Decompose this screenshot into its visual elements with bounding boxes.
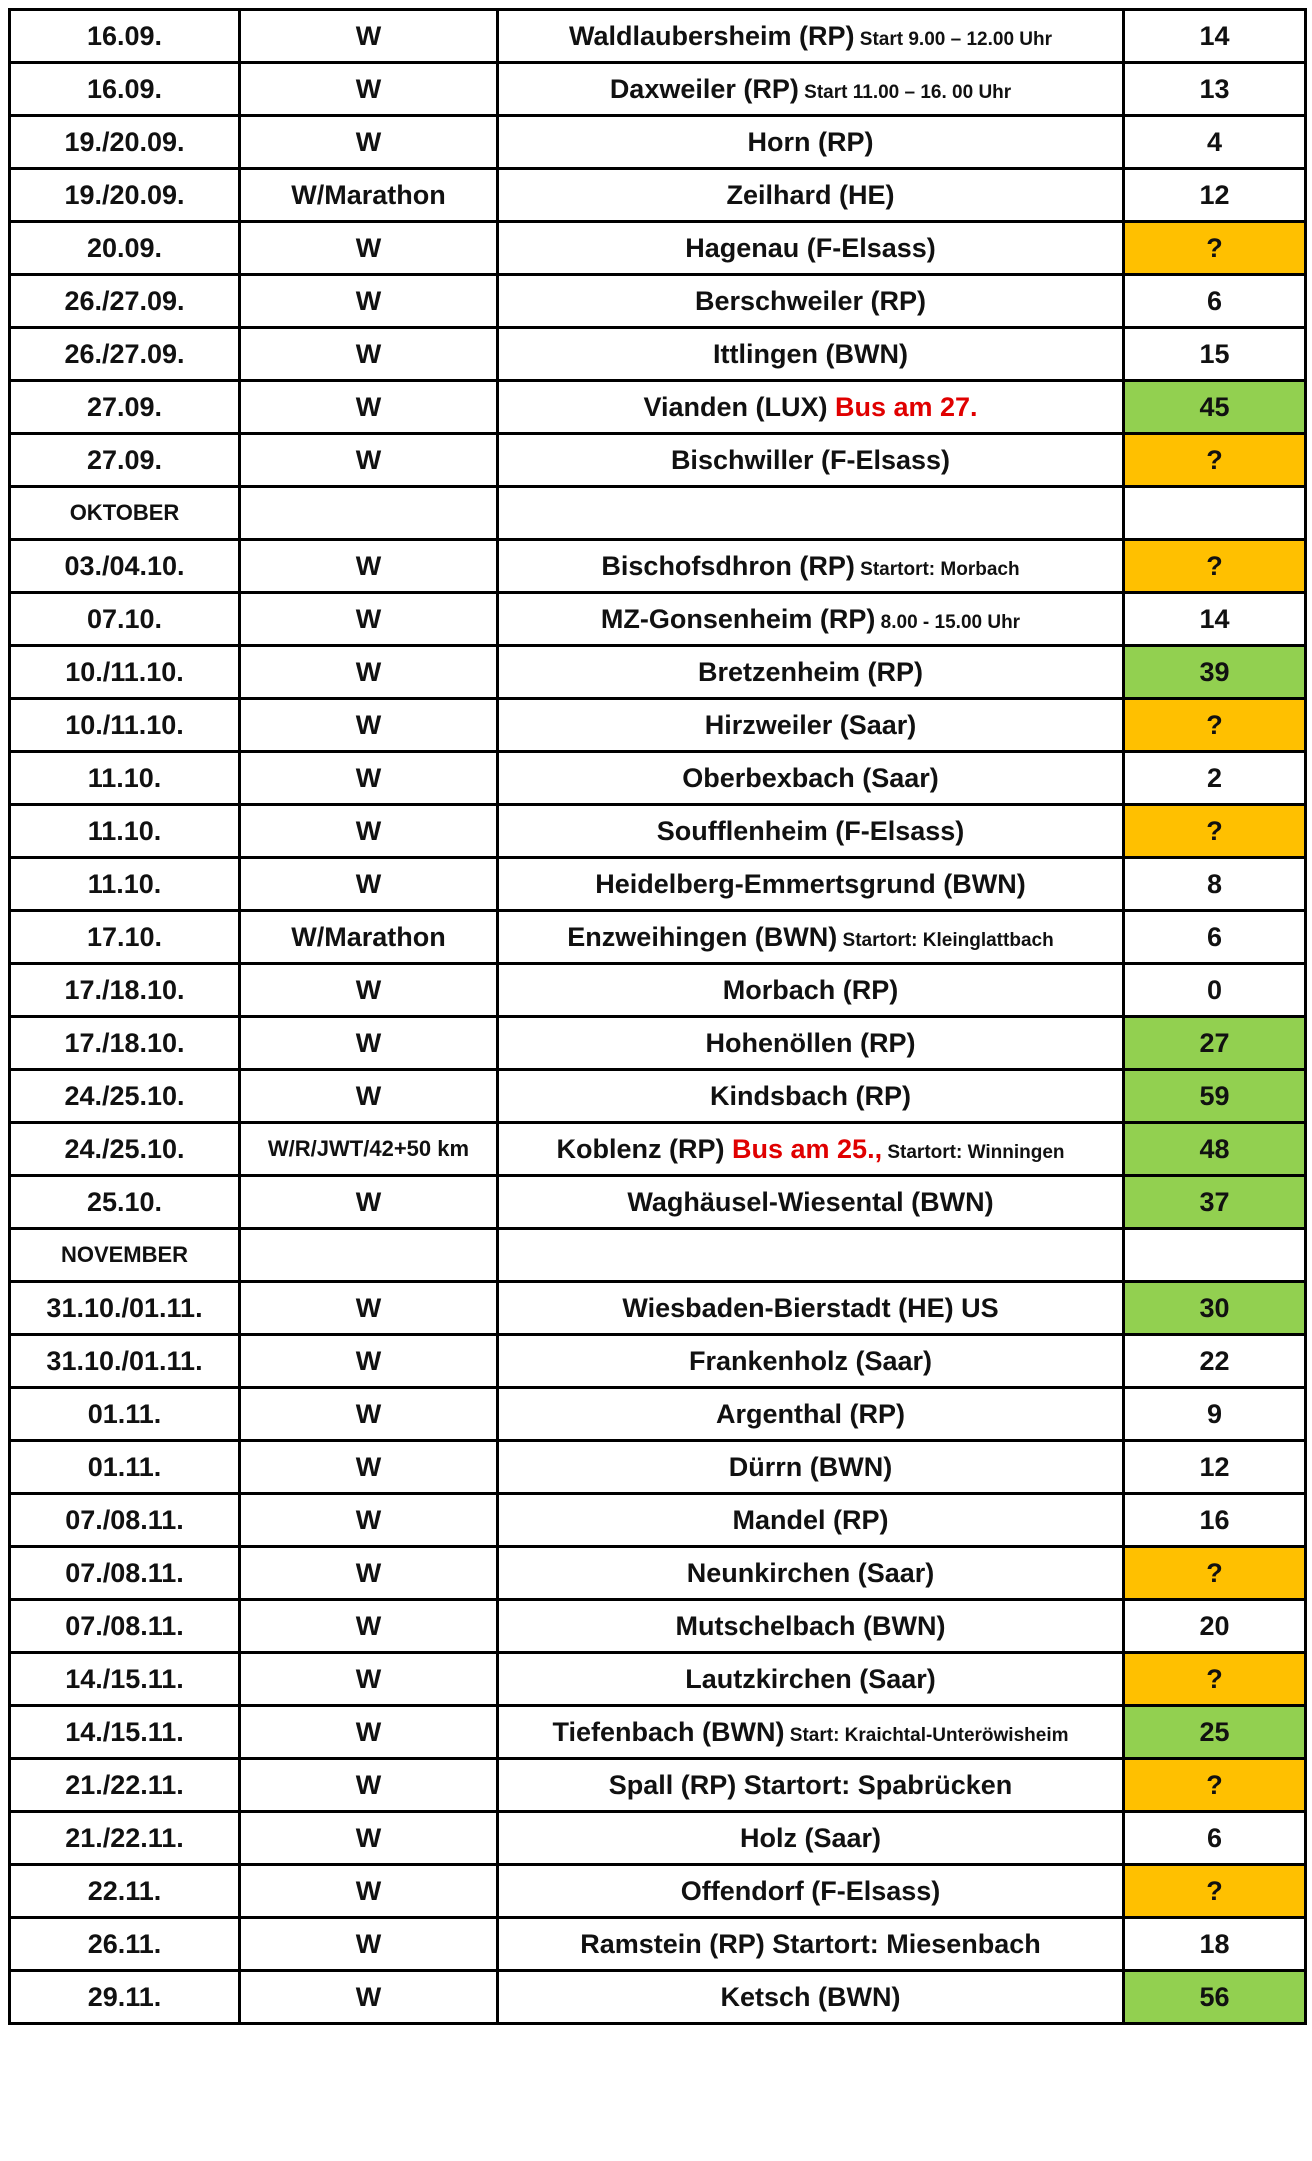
event-location: Hirzweiler (Saar) [704, 709, 917, 740]
event-location-cell [498, 858, 1124, 911]
participant-count: 15 [1124, 328, 1306, 381]
event-location: Bischofsdhron (RP) [601, 550, 855, 581]
event-type: W [240, 381, 498, 434]
event-type: W [240, 1600, 498, 1653]
event-row [10, 540, 1306, 593]
event-type: W [240, 222, 498, 275]
event-location-cell [498, 699, 1124, 752]
event-date: 10./11.10. [10, 646, 240, 699]
event-row [10, 328, 1306, 381]
event-location-cell [498, 646, 1124, 699]
participant-count: 14 [1124, 10, 1306, 63]
event-table-body [10, 10, 1306, 2024]
event-row [10, 1653, 1306, 1706]
event-row [10, 1494, 1306, 1547]
event-location: Spall (RP) Startort: Spabrücken [608, 1769, 1013, 1800]
event-date: 16.09. [10, 10, 240, 63]
event-type: W [240, 805, 498, 858]
participant-count: ? [1124, 1653, 1306, 1706]
event-type: W [240, 1706, 498, 1759]
event-location: Ramstein (RP) Startort: Miesenbach [580, 1928, 1041, 1959]
event-type: W [240, 328, 498, 381]
event-type: W [240, 63, 498, 116]
event-location: Kindsbach (RP) [709, 1080, 911, 1111]
participant-count: 0 [1124, 964, 1306, 1017]
empty-cell [498, 487, 1124, 540]
event-date: 17./18.10. [10, 1017, 240, 1070]
event-note: Start 9.00 – 12.00 Uhr [854, 28, 1053, 50]
participant-count: 18 [1124, 1918, 1306, 1971]
event-row [10, 1759, 1306, 1812]
participant-count: 48 [1124, 1123, 1306, 1176]
event-location: Waldlaubersheim (RP) [568, 20, 855, 51]
participant-count: 13 [1124, 63, 1306, 116]
event-date: 07./08.11. [10, 1494, 240, 1547]
event-type: W [240, 275, 498, 328]
event-date: 07./08.11. [10, 1600, 240, 1653]
event-location-cell [498, 593, 1124, 646]
event-type: W [240, 1388, 498, 1441]
event-location: Heidelberg-Emmertsgrund (BWN) [595, 868, 1026, 899]
event-row [10, 699, 1306, 752]
empty-cell [1124, 487, 1306, 540]
event-location: Dürrn (BWN) [728, 1451, 893, 1482]
event-location-cell [498, 911, 1124, 964]
event-date: 01.11. [10, 1388, 240, 1441]
event-date: 24./25.10. [10, 1123, 240, 1176]
participant-count: 14 [1124, 593, 1306, 646]
event-location-cell [498, 964, 1124, 1017]
event-type: W [240, 1918, 498, 1971]
event-type: W [240, 1865, 498, 1918]
empty-cell [240, 487, 498, 540]
event-row [10, 1865, 1306, 1918]
participant-count: 22 [1124, 1335, 1306, 1388]
event-note: Startort: Kleinglattbach [837, 929, 1054, 951]
event-location: Ketsch (BWN) [720, 1981, 901, 2012]
event-date: 29.11. [10, 1971, 240, 2024]
event-type: W [240, 1812, 498, 1865]
event-row [10, 1123, 1306, 1176]
participant-count: 37 [1124, 1176, 1306, 1229]
event-location-cell [498, 63, 1124, 116]
event-row [10, 434, 1306, 487]
event-note: Startort: Winningen [882, 1141, 1065, 1163]
event-type: W [240, 1653, 498, 1706]
event-date: 07./08.11. [10, 1547, 240, 1600]
participant-count: ? [1124, 540, 1306, 593]
bus-note: Bus am 25., [724, 1133, 883, 1164]
participant-count: 27 [1124, 1017, 1306, 1070]
event-location-cell [498, 540, 1124, 593]
event-date: 27.09. [10, 381, 240, 434]
event-row [10, 169, 1306, 222]
event-row [10, 116, 1306, 169]
event-location-cell [498, 1653, 1124, 1706]
event-location: MZ-Gonsenheim (RP) [600, 603, 876, 634]
event-location-cell [498, 116, 1124, 169]
participant-count: 59 [1124, 1070, 1306, 1123]
event-location-cell [498, 169, 1124, 222]
event-type: W [240, 1282, 498, 1335]
event-location: Mandel (RP) [732, 1504, 889, 1535]
event-location-cell [498, 1017, 1124, 1070]
participant-count: ? [1124, 1759, 1306, 1812]
event-type: W [240, 1441, 498, 1494]
event-location-cell [498, 275, 1124, 328]
event-location: Hohenöllen (RP) [705, 1027, 916, 1058]
event-date: 22.11. [10, 1865, 240, 1918]
event-location-cell [498, 1070, 1124, 1123]
participant-count: 39 [1124, 646, 1306, 699]
event-location-cell [498, 381, 1124, 434]
event-location: Morbach (RP) [722, 974, 899, 1005]
participant-count: 20 [1124, 1600, 1306, 1653]
event-location: Koblenz (RP) [556, 1133, 725, 1164]
event-location: Hagenau (F-Elsass) [685, 232, 936, 263]
event-location-cell [498, 805, 1124, 858]
participant-count: 8 [1124, 858, 1306, 911]
event-schedule-sheet [8, 8, 1304, 2025]
event-row [10, 646, 1306, 699]
event-location: Bretzenheim (RP) [697, 656, 924, 687]
month-header-row [10, 1229, 1306, 1282]
event-type: W [240, 1335, 498, 1388]
event-row [10, 1441, 1306, 1494]
event-location: Berschweiler (RP) [694, 285, 927, 316]
event-type: W [240, 1494, 498, 1547]
event-location-cell [498, 434, 1124, 487]
event-table [8, 8, 1307, 2025]
event-date: 17./18.10. [10, 964, 240, 1017]
participant-count: ? [1124, 1865, 1306, 1918]
event-location-cell [498, 1388, 1124, 1441]
event-type: W [240, 116, 498, 169]
event-location: Frankenholz (Saar) [688, 1345, 933, 1376]
month-label: NOVEMBER [10, 1229, 240, 1282]
event-date: 07.10. [10, 593, 240, 646]
event-type: W [240, 593, 498, 646]
event-type: W [240, 646, 498, 699]
event-location-cell [498, 1600, 1124, 1653]
participant-count: 16 [1124, 1494, 1306, 1547]
event-date: 11.10. [10, 805, 240, 858]
event-type: W [240, 540, 498, 593]
event-date: 17.10. [10, 911, 240, 964]
participant-count: 9 [1124, 1388, 1306, 1441]
event-location-cell [498, 222, 1124, 275]
event-type: W [240, 1759, 498, 1812]
event-location-cell [498, 1971, 1124, 2024]
event-date: 14./15.11. [10, 1706, 240, 1759]
participant-count: 12 [1124, 1441, 1306, 1494]
event-row [10, 275, 1306, 328]
event-type: W [240, 1017, 498, 1070]
participant-count: 2 [1124, 752, 1306, 805]
event-row [10, 1918, 1306, 1971]
event-row [10, 1176, 1306, 1229]
participant-count: ? [1124, 805, 1306, 858]
event-date: 03./04.10. [10, 540, 240, 593]
event-row [10, 222, 1306, 275]
event-note: Start 11.00 – 16. 00 Uhr [798, 81, 1012, 103]
event-location: Ittlingen (BWN) [713, 338, 908, 369]
event-location: Horn (RP) [747, 126, 874, 157]
event-date: 11.10. [10, 752, 240, 805]
event-location: Enzweihingen (BWN) [567, 921, 838, 952]
month-label: OKTOBER [10, 487, 240, 540]
participant-count: ? [1124, 1547, 1306, 1600]
event-date: 19./20.09. [10, 169, 240, 222]
event-location: Offendorf (F-Elsass) [680, 1875, 941, 1906]
event-type: W [240, 699, 498, 752]
event-type: W [240, 752, 498, 805]
event-date: 19./20.09. [10, 116, 240, 169]
event-row [10, 593, 1306, 646]
month-header-row [10, 487, 1306, 540]
event-location: Oberbexbach (Saar) [682, 762, 939, 793]
event-location-cell [498, 1547, 1124, 1600]
event-location-cell [498, 1494, 1124, 1547]
event-location-cell [498, 1176, 1124, 1229]
event-note: 8.00 - 15.00 Uhr [875, 611, 1021, 633]
event-type: W [240, 10, 498, 63]
event-row [10, 1706, 1306, 1759]
event-row [10, 1070, 1306, 1123]
event-row [10, 1971, 1306, 2024]
participant-count: 30 [1124, 1282, 1306, 1335]
event-location-cell [498, 1812, 1124, 1865]
event-date: 24./25.10. [10, 1070, 240, 1123]
event-row [10, 1812, 1306, 1865]
empty-cell [240, 1229, 498, 1282]
event-location: Lautzkirchen (Saar) [685, 1663, 936, 1694]
event-date: 21./22.11. [10, 1812, 240, 1865]
event-location: Waghäusel-Wiesental (BWN) [627, 1186, 994, 1217]
event-row [10, 752, 1306, 805]
event-type: W [240, 858, 498, 911]
event-location-cell [498, 1706, 1124, 1759]
participant-count: 56 [1124, 1971, 1306, 2024]
event-location: Daxweiler (RP) [609, 73, 799, 104]
event-type: W/Marathon [240, 169, 498, 222]
event-type: W [240, 964, 498, 1017]
event-type: W [240, 1971, 498, 2024]
event-type: W/R/JWT/42+50 km [240, 1123, 498, 1176]
event-row [10, 1282, 1306, 1335]
event-row [10, 1600, 1306, 1653]
event-date: 31.10./01.11. [10, 1282, 240, 1335]
event-row [10, 10, 1306, 63]
event-location: Tiefenbach (BWN) [552, 1716, 785, 1747]
participant-count: 6 [1124, 1812, 1306, 1865]
participant-count: ? [1124, 699, 1306, 752]
event-location: Vianden (LUX) [643, 391, 828, 422]
event-date: 21./22.11. [10, 1759, 240, 1812]
event-row [10, 964, 1306, 1017]
event-location: Zeilhard (HE) [726, 179, 895, 210]
event-type: W [240, 1547, 498, 1600]
event-date: 16.09. [10, 63, 240, 116]
event-date: 10./11.10. [10, 699, 240, 752]
event-row [10, 911, 1306, 964]
event-location-cell [498, 752, 1124, 805]
event-note: Startort: Morbach [854, 558, 1020, 580]
event-row [10, 1017, 1306, 1070]
event-note: Start: Kraichtal-Unteröwisheim [784, 1724, 1069, 1746]
event-date: 14./15.11. [10, 1653, 240, 1706]
participant-count: 6 [1124, 911, 1306, 964]
event-location-cell [498, 1335, 1124, 1388]
participant-count: 6 [1124, 275, 1306, 328]
event-type: W/Marathon [240, 911, 498, 964]
event-type: W [240, 434, 498, 487]
empty-cell [498, 1229, 1124, 1282]
event-row [10, 1335, 1306, 1388]
event-location: Mutschelbach (BWN) [675, 1610, 946, 1641]
event-date: 26.11. [10, 1918, 240, 1971]
event-date: 01.11. [10, 1441, 240, 1494]
event-location-cell [498, 1441, 1124, 1494]
event-date: 26./27.09. [10, 328, 240, 381]
event-date: 27.09. [10, 434, 240, 487]
event-row [10, 1547, 1306, 1600]
event-location-cell [498, 1865, 1124, 1918]
event-location: Bischwiller (F-Elsass) [670, 444, 951, 475]
event-type: W [240, 1176, 498, 1229]
empty-cell [1124, 1229, 1306, 1282]
event-date: 20.09. [10, 222, 240, 275]
event-date: 25.10. [10, 1176, 240, 1229]
event-location-cell [498, 10, 1124, 63]
event-location: Wiesbaden-Bierstadt (HE) US [622, 1292, 999, 1323]
event-date: 31.10./01.11. [10, 1335, 240, 1388]
event-location-cell [498, 1759, 1124, 1812]
event-location-cell [498, 328, 1124, 381]
participant-count: ? [1124, 222, 1306, 275]
event-location: Soufflenheim (F-Elsass) [656, 815, 965, 846]
event-location-cell [498, 1918, 1124, 1971]
participant-count: 25 [1124, 1706, 1306, 1759]
event-row [10, 381, 1306, 434]
event-location: Holz (Saar) [739, 1822, 882, 1853]
event-row [10, 805, 1306, 858]
event-type: W [240, 1070, 498, 1123]
participant-count: ? [1124, 434, 1306, 487]
event-row [10, 858, 1306, 911]
participant-count: 12 [1124, 169, 1306, 222]
event-location-cell [498, 1123, 1124, 1176]
event-row [10, 63, 1306, 116]
event-location-cell [498, 1282, 1124, 1335]
participant-count: 4 [1124, 116, 1306, 169]
event-location: Neunkirchen (Saar) [686, 1557, 935, 1588]
event-row [10, 1388, 1306, 1441]
event-location: Argenthal (RP) [716, 1398, 905, 1429]
participant-count: 45 [1124, 381, 1306, 434]
event-date: 11.10. [10, 858, 240, 911]
event-date: 26./27.09. [10, 275, 240, 328]
bus-note: Bus am 27. [827, 391, 978, 422]
